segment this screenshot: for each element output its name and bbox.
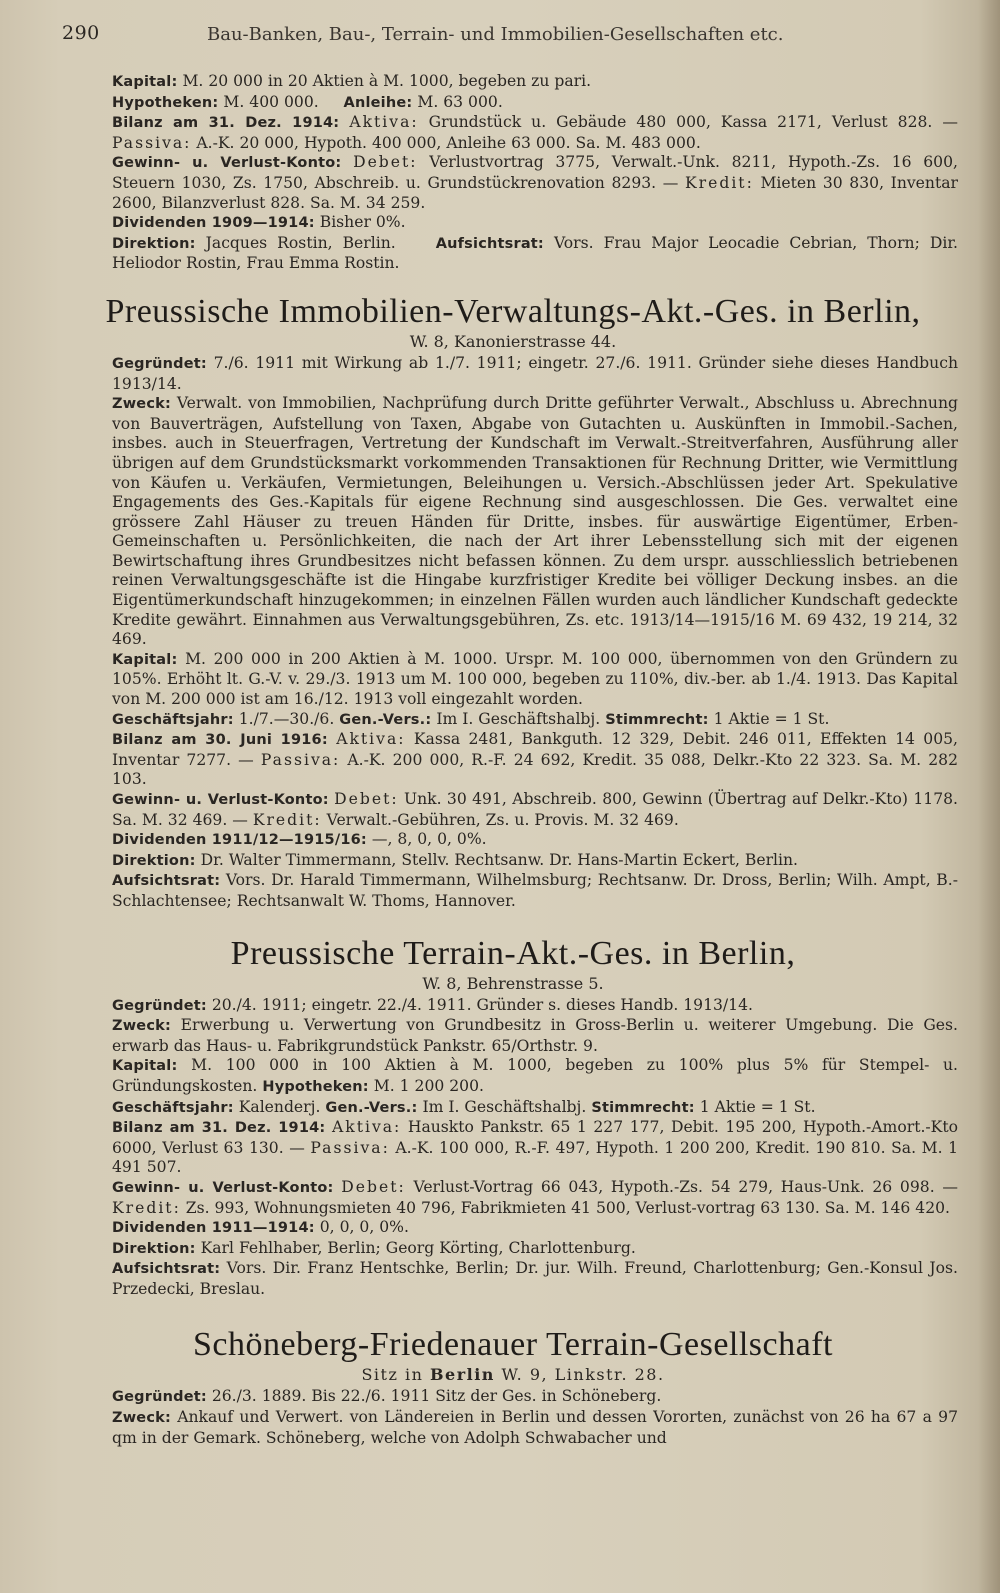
sitz-city: Berlin: [429, 1365, 495, 1385]
company-address: W. 8, Behrenstrasse 5.: [422, 973, 604, 993]
dividenden-entry: [68, 830, 958, 851]
genvers-text: Im I. Geschäftshalbj.: [436, 709, 601, 728]
hypotheken-text: M. 1 200 200.: [373, 1076, 484, 1095]
direktion-label: Direktion:: [112, 1240, 196, 1257]
gegruendet-text: 26./3. 1889. Bis 22./6. 1911 Sitz der Ges. in Schöneberg.: [211, 1387, 662, 1406]
kredit-label: Kredit:: [112, 1198, 181, 1217]
company-title: Preussische Immobilien-Verwaltungs-Akt.-Ges. in Berlin,: [105, 292, 921, 330]
company-address: W. 8, Kanonierstrasse 44.: [409, 331, 617, 351]
geschaeftsjahr-entry: [68, 1098, 958, 1119]
direktion-text: Dr. Walter Timmermann, Stellv. Rechtsanw. Dr. Hans-Martin Eckert, Berlin.: [200, 850, 799, 869]
company-title: Schöneberg-Friedenauer Terrain-Gesellschaft: [193, 1326, 833, 1364]
page-body: [68, 72, 958, 1448]
company-seat: [68, 1365, 958, 1385]
gegruendet-entry: [68, 354, 958, 394]
aktiva-label: Aktiva:: [331, 1118, 402, 1137]
aktiva-label: Aktiva:: [349, 113, 419, 132]
previous-company-section: [68, 72, 958, 274]
geschaeftsjahr-entry: [68, 710, 958, 731]
bilanz-entry: [68, 730, 958, 790]
kapital-text: M. 20 000 in 20 Aktien à M. 1000, begeben zu pari.: [182, 72, 592, 90]
debet-label: Debet:: [353, 153, 418, 172]
guv-kredit-text: Zs. 993, Wohnungsmieten 40 796, Fabrikmieten 41 500, Verlust-vortrag 63 130. Sa. M. 146 420.: [185, 1198, 950, 1217]
kredit-label: Kredit:: [685, 173, 754, 192]
dividenden-label: Dividenden 1909—1914:: [112, 215, 315, 232]
direktion-entry: [68, 234, 958, 274]
geschaeftsjahr-text: 1./7.—30./6.: [238, 709, 335, 728]
gegruendet-text: 7./6. 1911 mit Wirkung ab 1./7. 1911; eingetr. 27./6. 1911. Gründer siehe dieses Handbuch 1913/14.: [112, 353, 958, 393]
running-title: Bau-Banken, Bau-, Terrain- und Immobilien-Gesellschaften etc.: [207, 24, 784, 45]
anleihe-text: M. 63 000.: [417, 92, 503, 111]
dividenden-label: Dividenden 1911/12—1915/16:: [112, 832, 367, 849]
passiva-label: Passiva:: [310, 1138, 390, 1157]
gegruendet-entry: [68, 996, 958, 1017]
page-edge-shadow: [978, 0, 1000, 1593]
guv-debet-text: Verlust-Vortrag 66 043, Hypoth.-Zs. 54 279, Haus-Unk. 26 098. —: [413, 1177, 958, 1196]
company-title: Preussische Terrain-Akt.-Ges. in Berlin,: [230, 934, 796, 972]
kapital-entry: [68, 72, 958, 93]
zweck-text: Ankauf und Verwert. von Ländereien in Berlin und dessen Vororten, zunächst von 26 ha 67 a 97 qm in der Gemark. Schöneberg, welche von Adolph Schwabacher und: [112, 1408, 958, 1447]
guv-kredit-text: Verwalt.-Gebühren, Zs. u. Provis. M. 32 469.: [326, 810, 679, 829]
guv-entry: [68, 1178, 958, 1218]
page-number: 290: [62, 22, 100, 44]
genvers-label: Gen.-Vers.:: [339, 711, 432, 728]
zweck-entry: [68, 394, 958, 650]
guv-label: Gewinn- u. Verlust-Konto:: [112, 155, 342, 172]
stimmrecht-label: Stimmrecht:: [591, 1099, 695, 1116]
kapital-text: M. 100 000 in 100 Aktien à M. 1000, begeben zu 100% plus 5% für Stempel- u. Gründungskosten.: [112, 1056, 958, 1095]
hypotheken-label: Hypotheken:: [262, 1078, 369, 1095]
aktiva-label: Aktiva:: [336, 730, 406, 749]
direktion-label: Direktion:: [112, 235, 196, 252]
dividenden-text: Bisher 0%.: [319, 213, 406, 232]
kapital-label: Kapital:: [112, 651, 178, 668]
bilanz-passiva-text: A.-K. 100 000, R.-F. 497, Hypoth. 1 200 200, Kredit. 190 810. Sa. M. 1 491 507.: [112, 1138, 958, 1177]
guv-label: Gewinn- u. Verlust-Konto:: [112, 1179, 334, 1196]
kapital-label: Kapital:: [112, 74, 178, 90]
gegruendet-label: Gegründet:: [112, 1389, 207, 1406]
genvers-label: Gen.-Vers.:: [325, 1099, 418, 1116]
bilanz-aktiva-text: Grundstück u. Gebäude 480 000, Kassa 2171, Verlust 828. —: [428, 113, 958, 132]
company-section-immobilien: [68, 292, 958, 912]
bilanz-aktiva-text: Hauskto Pankstr. 65 1 227 177, Debit. 195 200, Hypoth.-Amort.-Kto 6000, Verlust 63 130. —: [112, 1118, 958, 1157]
zweck-label: Zweck:: [112, 396, 171, 413]
genvers-text: Im I. Geschäftshalbj.: [422, 1097, 587, 1116]
direktion-text: Jacques Rostin, Berlin.: [205, 233, 396, 252]
sitz-address: W. 9, Linkstr. 28.: [501, 1365, 665, 1385]
debet-label: Debet:: [334, 790, 399, 808]
dividenden-entry: [68, 1218, 958, 1239]
aufsichtsrat-entry: [68, 1259, 958, 1299]
direktion-entry: [68, 1239, 958, 1260]
zweck-entry: [68, 1408, 958, 1448]
direktion-label: Direktion:: [112, 852, 196, 869]
direktion-entry: [68, 851, 958, 872]
guv-kredit-text: Mieten 30 830, Inventar 2600, Bilanzverlust 828. Sa. M. 34 259.: [112, 173, 958, 212]
guv-debet-text: Verlustvortrag 3775, Verwalt.-Unk. 8211, Hypoth.-Zs. 16 600, Steuern 1030, Zs. 1750, Abschreib. u. Grundstückrenovation 8293. —: [112, 153, 958, 192]
stimmrecht-text: 1 Aktie = 1 St.: [713, 709, 830, 728]
bilanz-entry: [68, 113, 958, 153]
company-section-schoeneberg: [68, 1325, 958, 1448]
bilanz-passiva-text: A.-K. 20 000, Hypoth. 400 000, Anleihe 63 000. Sa. M. 483 000.: [196, 133, 701, 152]
gegruendet-entry: [68, 1387, 958, 1408]
kredit-label: Kredit:: [252, 810, 322, 829]
guv-debet-text: Unk. 30 491, Abschreib. 800, Gewinn (Übertrag auf Delkr.-Kto) 1178. Sa. M. 32 469. —: [112, 790, 959, 829]
anleihe-label: Anleihe:: [343, 94, 413, 111]
bilanz-label: Bilanz am 31. Dez. 1914:: [112, 115, 340, 132]
hypotheken-label: Hypotheken:: [112, 94, 219, 111]
gegruendet-label: Gegründet:: [112, 355, 207, 372]
aufsichtsrat-text: Vors. Frau Major Leocadie Cebrian, Thorn; Dir. Heliodor Rostin, Frau Emma Rostin.: [112, 233, 959, 273]
aufsichtsrat-entry: [68, 871, 958, 911]
dividenden-label: Dividenden 1911—1914:: [112, 1220, 315, 1237]
dividenden-entry: [68, 213, 958, 234]
hypotheken-text: M. 400 000.: [223, 92, 319, 111]
bilanz-label: Bilanz am 31. Dez. 1914:: [112, 1120, 326, 1137]
company-section-terrain: [68, 934, 958, 1300]
gegruendet-label: Gegründet:: [112, 997, 207, 1014]
kapital-text: M. 200 000 in 200 Aktien à M. 1000. Urspr. M. 100 000, übernommen von den Gründern zu 105%. Erhöht lt. G.-V. v. 29./3. 1913 um M. 100 000, begeben zu 110%, div.-ber. ab 1./4. 1913. Das Kapital von M. 200 000 ist am 16./12. 1913 voll eingezahlt worden.: [112, 649, 958, 709]
zweck-entry: [68, 1016, 958, 1056]
guv-entry: [68, 790, 958, 830]
aufsichtsrat-label: Aufsichtsrat:: [435, 235, 544, 252]
gegruendet-text: 20./4. 1911; eingetr. 22./4. 1911. Gründer s. dieses Handb. 1913/14.: [211, 995, 753, 1014]
debet-label: Debet:: [341, 1177, 406, 1196]
zweck-text: Verwalt. von Immobilien, Nachprüfung durch Dritte geführter Verwalt., Abschluss u. Abrechnung von Bauverträgen, Aufstellung von Taxen, Abgabe von Gutachten u. Auskünften in Immobil.-Sachen, insbes. auch in Steuerfragen, Vertretung der Kundschaft im Verwalt.-Streitverfahren, Ausführung aller übrigen auf dem Grundstücksmarkt vorkommenden Transaktionen für Rechnung Dritter, wie Vermittlung von Käufen u. Verkäufen, Vermietungen, Beleihungen u. Versich.-Abschlüssen jeder Art. Spekulative Engagements des Ges.-Kapitals für eigene Rechnung sind ausgeschlossen. Die Ges. verwaltet eine grössere Zahl Häuser zu treuen Händen für Dritte, insbes. für auswärtige Eigentümer, Erben-Gemeinschaften u. Persönlichkeiten, die nach der Art ihrer Lebensstellung sich mit der eigenen Bewirtschaftung ihres Grundbesitzes nicht befassen können. Zu dem urspr. ausschliesslich betriebenen reinen Verwaltungsgeschäfte ist die Hingabe kurzfristiger Kredite bei völliger Deckung insbes. an die Eigentümerkundschaft hinzugekommen; in einzelnen Fällen wurden auch ländlicher Kundschaft gedeckte Kredite gewährt. Einnahmen aus Verwaltungsgebühren, Zs. etc. 1913/14—1915/16 M. 69 432, 19 214, 32 469.: [112, 394, 958, 649]
kapital-entry: [68, 650, 958, 710]
aufsichtsrat-text: Vors. Dir. Franz Hentschke, Berlin; Dr. jur. Wilh. Freund, Charlottenburg; Gen.-Konsul Jos. Przedecki, Breslau.: [112, 1259, 958, 1298]
passiva-label: Passiva:: [260, 750, 341, 769]
direktion-text: Karl Fehlhaber, Berlin; Georg Körting, Charlottenburg.: [200, 1238, 636, 1257]
aufsichtsrat-label: Aufsichtsrat:: [112, 873, 221, 890]
zweck-text: Erwerbung u. Verwertung von Grundbesitz in Gross-Berlin u. weiterer Umgebung. Die Ges. erwarb das Haus- u. Fabrikgrundstück Pankstr. 65/Orthstr. 9.: [112, 1016, 958, 1055]
bilanz-entry: [68, 1118, 958, 1178]
kapital-label: Kapital:: [112, 1058, 178, 1075]
guv-entry: [68, 153, 958, 213]
hypotheken-entry: [68, 93, 958, 114]
zweck-label: Zweck:: [112, 1410, 171, 1427]
geschaeftsjahr-text: Kalenderj.: [238, 1097, 321, 1116]
aufsichtsrat-text: Vors. Dr. Harald Timmermann, Wilhelmsburg; Rechtsanw. Dr. Dross, Berlin; Wilh. Ampt, B.-Schlachtensee; Rechtsanwalt W. Thoms, Hannover.: [112, 871, 958, 910]
dividenden-text: —, 8, 0, 0, 0%.: [371, 830, 487, 849]
passiva-label: Passiva:: [112, 133, 192, 152]
geschaeftsjahr-label: Geschäftsjahr:: [112, 711, 234, 728]
bilanz-aktiva-text: Kassa 2481, Bankguth. 12 329, Debit. 246 011, Effekten 14 005, Inventar 7277. —: [112, 730, 958, 769]
aufsichtsrat-label: Aufsichtsrat:: [112, 1261, 221, 1278]
zweck-label: Zweck:: [112, 1018, 171, 1035]
guv-label: Gewinn- u. Verlust-Konto:: [112, 792, 329, 808]
dividenden-text: 0, 0, 0, 0%.: [319, 1218, 409, 1237]
sitz-prefix: Sitz in: [361, 1365, 424, 1385]
stimmrecht-text: 1 Aktie = 1 St.: [699, 1097, 816, 1116]
kapital-entry: [68, 1056, 958, 1097]
bilanz-passiva-text: A.-K. 200 000, R.-F. 24 692, Kredit. 35 088, Delkr.-Kto 22 323. Sa. M. 282 103.: [112, 750, 959, 789]
stimmrecht-label: Stimmrecht:: [605, 711, 709, 728]
geschaeftsjahr-label: Geschäftsjahr:: [112, 1099, 234, 1116]
bilanz-label: Bilanz am 30. Juni 1916:: [112, 732, 328, 749]
